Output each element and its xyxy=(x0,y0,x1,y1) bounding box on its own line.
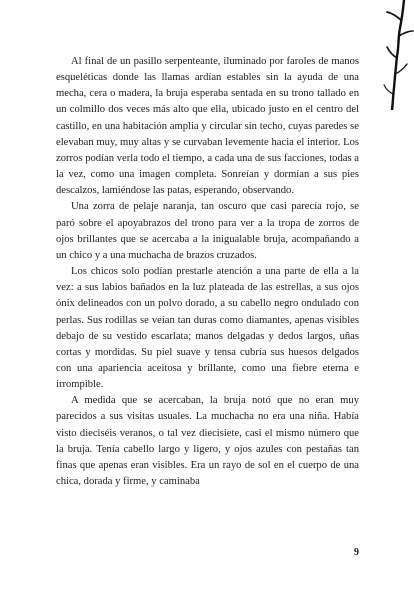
page-number: 9 xyxy=(354,547,359,558)
paragraph: Los chicos solo podían prestarle atención a una parte de ella a la vez: a sus labios bañados en la luz plateada de las estrellas, a sus ojos ónix delineados con un polvo dorado, a su cabello negro ondulado con perlas. Sus rodillas se veían tan duras como diamantes, apenas visibles debajo de su vestido escarlata; manos delgadas y dedos largos, uñas cortas y mordidas. Su piel suave y tensa cubría sus huesos delgados con una apariencia aceitosa y brillante, como una fiebre eterna e irrompible. xyxy=(56,266,359,391)
paragraph: Una zorra de pelaje naranja, tan oscuro que casi parecía rojo, se paró sobre el apoyabrazos del trono para ver a la tropa de zorros de ojos brillantes que se acercaba a la inigualable bruja, acompañando a un chico y a una muchacha de brazos cruzados. xyxy=(56,201,359,261)
branch-icon xyxy=(374,0,414,110)
paragraph: Al final de un pasillo serpenteante, iluminado por faroles de manos esqueléticas donde las llamas ardían estables sin la ayuda de una mecha, cera o madera, la bruja esperaba sentada en su trono tallado en un colmillo dos veces más alto que ella, ubicado justo en el centro del castillo, en una habitación amplia y circular sin techo, cuyas paredes se elevaban muy, muy altas y se curvaban levemente hacia el interior. Los zorros podían verla todo el tiempo, a cada una de sus facciones, todas a la vez, como una imagen completa. Sonreían y dormían a sus pies descalzos, lamiéndose las patas, esperando, observando. xyxy=(56,56,359,197)
paragraph: A medida que se acercaban, la bruja notó que no eran muy parecidos a sus visitas usuales. La muchacha no era una niña. Había visto dieciséis veranos, o tal vez diecisiete, casi el mismo número que la bruja. Tenía cabello largo y ligero, y ojos azules con pestañas tan finas que apenas eran visibles. Era un rayo de sol en el cuerpo de una chica, dorada y firme, y caminaba xyxy=(56,395,359,488)
body-text xyxy=(56,54,359,490)
